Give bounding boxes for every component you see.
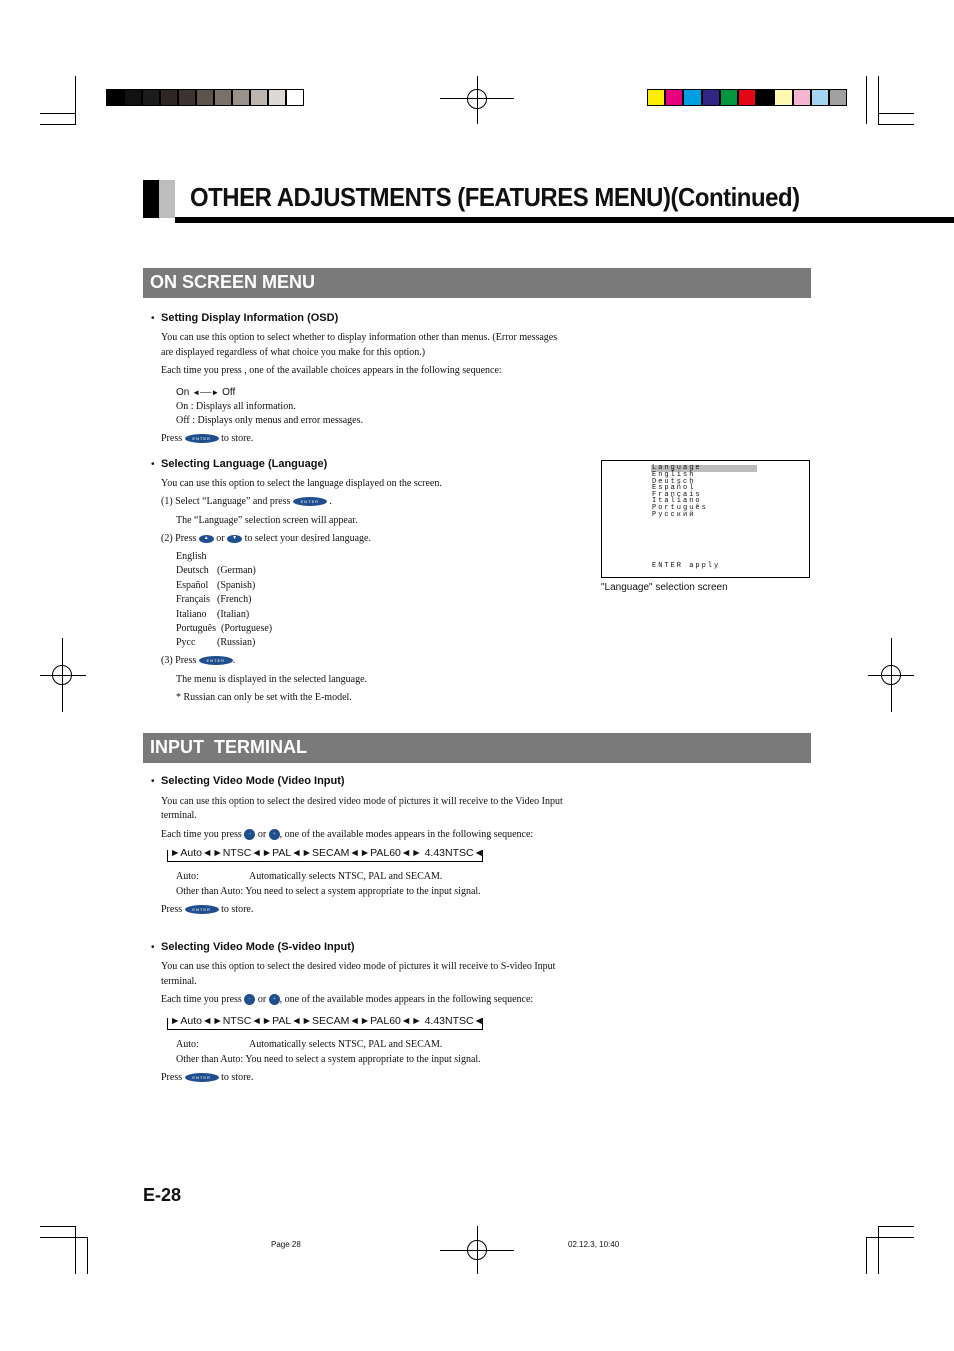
screen-menu-item: Language bbox=[652, 464, 702, 472]
language-name: Deutsch bbox=[176, 565, 209, 576]
video-other-desc: Other than Auto: You need to select a system appropriate to the input signal. bbox=[176, 886, 481, 897]
osd-press-line: Press ENTER to store. bbox=[161, 433, 254, 444]
bullet: • bbox=[151, 776, 155, 787]
color-swatch bbox=[106, 89, 124, 106]
language-translation: (Russian) bbox=[217, 637, 256, 648]
svideo-paragraph-3: Each time you press − or + , one of the available modes appears in the following sequence: bbox=[161, 994, 534, 1005]
svideo-paragraph-2: terminal. bbox=[161, 976, 197, 987]
color-swatch bbox=[196, 89, 214, 106]
color-swatch bbox=[665, 89, 683, 106]
svideo-press-line: Press ENTER to store. bbox=[161, 1072, 254, 1083]
video-paragraph-3: Each time you press − or + , one of the available modes appears in the following sequence: bbox=[161, 829, 534, 840]
language-step-1-note: The “Language” selection screen will appear. bbox=[176, 515, 358, 526]
svideo-mode-sequence: ►Auto◄►NTSC◄►PAL◄►SECAM◄►PAL60◄► 4.43NTSC◄ bbox=[167, 1016, 483, 1030]
language-translation: (Italian) bbox=[217, 609, 250, 620]
down-button-icon: ▼ bbox=[227, 535, 242, 543]
color-swatch bbox=[811, 89, 829, 106]
language-step-1: (1) Select “Language” and press ENTER . bbox=[161, 496, 332, 507]
enter-button-icon: ENTER bbox=[185, 905, 219, 914]
color-swatch bbox=[774, 89, 792, 106]
page-title: OTHER ADJUSTMENTS (FEATURES MENU)(Continued) bbox=[190, 182, 800, 212]
screen-footer: ENTER apply bbox=[652, 562, 721, 570]
color-swatch bbox=[720, 89, 738, 106]
up-button-icon: ▲ bbox=[199, 535, 214, 543]
language-translation: (German) bbox=[217, 565, 256, 576]
color-swatch bbox=[829, 89, 847, 106]
screen-caption: "Language" selection screen bbox=[601, 582, 728, 593]
osd-paragraph-1: You can use this option to select whether to display information other than menus. (Error messages bbox=[161, 332, 558, 343]
title-rule bbox=[175, 217, 954, 223]
title-marker-gray bbox=[159, 180, 175, 218]
svideo-paragraph-1: You can use this option to select the desired video mode of pictures it will receive to S-video Input bbox=[161, 961, 556, 972]
video-auto-desc: Automatically selects NTSC, PAL and SECAM. bbox=[249, 871, 443, 882]
osd-paragraph-3: Each time you press , one of the available choices appears in the following sequence: bbox=[161, 365, 502, 376]
print-timestamp: 02.12.3, 10:40 bbox=[568, 1240, 620, 1249]
language-name: Pycc bbox=[176, 637, 196, 648]
osd-sequence bbox=[176, 387, 235, 398]
screen-menu-item: Deutsch bbox=[652, 478, 696, 486]
svideo-heading: Selecting Video Mode (S-video Input) bbox=[161, 941, 355, 953]
enter-button-icon: ENTER bbox=[199, 656, 233, 665]
section-header-on-screen-menu bbox=[143, 268, 811, 298]
osd-paragraph-2: are displayed regardless of what choice you make for this option.) bbox=[161, 347, 426, 358]
video-paragraph-2: terminal. bbox=[161, 810, 197, 821]
language-step-3-note: The menu is displayed in the selected language. bbox=[176, 674, 368, 685]
language-name: Italiano bbox=[176, 609, 207, 620]
section-header-input-terminal bbox=[143, 733, 811, 763]
language-name: Français bbox=[176, 594, 210, 605]
screen-menu-item: Italiano bbox=[652, 497, 702, 505]
language-paragraph: You can use this option to select the language displayed on the screen. bbox=[161, 478, 442, 489]
minus-button-icon: − bbox=[244, 829, 255, 840]
screen-menu-item: English bbox=[652, 471, 696, 479]
plus-button-icon: + bbox=[269, 994, 280, 1005]
screen-menu-item: Español bbox=[652, 484, 696, 492]
svideo-auto-label: Auto: bbox=[176, 1039, 199, 1050]
color-swatch bbox=[160, 89, 178, 106]
language-translation: (Spanish) bbox=[217, 580, 256, 591]
section-title: ON SCREEN MENU bbox=[150, 272, 316, 292]
language-translation: (Portuguese) bbox=[221, 623, 273, 634]
osd-on: On bbox=[176, 387, 190, 398]
video-mode-sequence: ►Auto◄►NTSC◄►PAL◄►SECAM◄►PAL60◄► 4.43NTSC◄ bbox=[167, 848, 483, 862]
video-press-line: Press ENTER to store. bbox=[161, 904, 254, 915]
osd-heading: Setting Display Information (OSD) bbox=[161, 312, 339, 324]
svideo-other-desc: Other than Auto: You need to select a system appropriate to the input signal. bbox=[176, 1054, 481, 1065]
color-swatch bbox=[286, 89, 304, 106]
video-paragraph-1: You can use this option to select the desired video mode of pictures it will receive to the Video Input bbox=[161, 796, 563, 807]
russian-note: * Russian can only be set with the E-model. bbox=[176, 692, 352, 703]
language-translation: (French) bbox=[217, 594, 252, 605]
osd-on-desc: On : Displays all information. bbox=[176, 401, 296, 412]
screen-menu-item: Français bbox=[652, 491, 702, 499]
color-swatch bbox=[124, 89, 142, 106]
double-arrow-icon: ◄──► bbox=[192, 388, 220, 397]
minus-button-icon: − bbox=[244, 994, 255, 1005]
page-number: E-28 bbox=[143, 1185, 182, 1205]
language-name: English bbox=[176, 551, 207, 562]
color-swatch bbox=[738, 89, 756, 106]
svideo-auto-desc: Automatically selects NTSC, PAL and SECAM. bbox=[249, 1039, 443, 1050]
color-swatch bbox=[178, 89, 196, 106]
color-swatch bbox=[142, 89, 160, 106]
title-marker bbox=[143, 180, 159, 218]
enter-button-icon: ENTER bbox=[293, 497, 327, 506]
language-selection-screen bbox=[601, 460, 810, 578]
enter-button-icon: ENTER bbox=[185, 434, 219, 443]
plus-button-icon: + bbox=[269, 829, 280, 840]
enter-button-icon: ENTER bbox=[185, 1073, 219, 1082]
color-swatch bbox=[647, 89, 665, 106]
color-swatch bbox=[214, 89, 232, 106]
color-swatch bbox=[793, 89, 811, 106]
video-auto-label: Auto: bbox=[176, 871, 199, 882]
bullet: • bbox=[151, 459, 155, 470]
language-name: Español bbox=[176, 580, 209, 591]
bullet: • bbox=[151, 942, 155, 953]
print-page-label: Page 28 bbox=[271, 1240, 301, 1249]
osd-off: Off bbox=[222, 387, 236, 398]
color-swatch bbox=[268, 89, 286, 106]
screen-menu-item: Português bbox=[652, 504, 708, 512]
color-swatch bbox=[702, 89, 720, 106]
color-swatch bbox=[756, 89, 774, 106]
color-swatch bbox=[232, 89, 250, 106]
bullet: • bbox=[151, 313, 155, 324]
osd-off-desc: Off : Displays only menus and error messages. bbox=[176, 415, 364, 426]
language-name: Português bbox=[176, 623, 216, 634]
color-swatch bbox=[683, 89, 701, 106]
language-heading: Selecting Language (Language) bbox=[161, 458, 328, 470]
language-step-3: (3) Press ENTER . bbox=[161, 655, 236, 666]
screen-menu-item: Русский bbox=[652, 511, 696, 519]
section-title: INPUT TERMINAL bbox=[150, 737, 307, 757]
language-step-2: (2) Press ▲ or ▼ to select your desired language. bbox=[161, 533, 371, 544]
color-swatch bbox=[250, 89, 268, 106]
video-heading: Selecting Video Mode (Video Input) bbox=[161, 775, 345, 787]
